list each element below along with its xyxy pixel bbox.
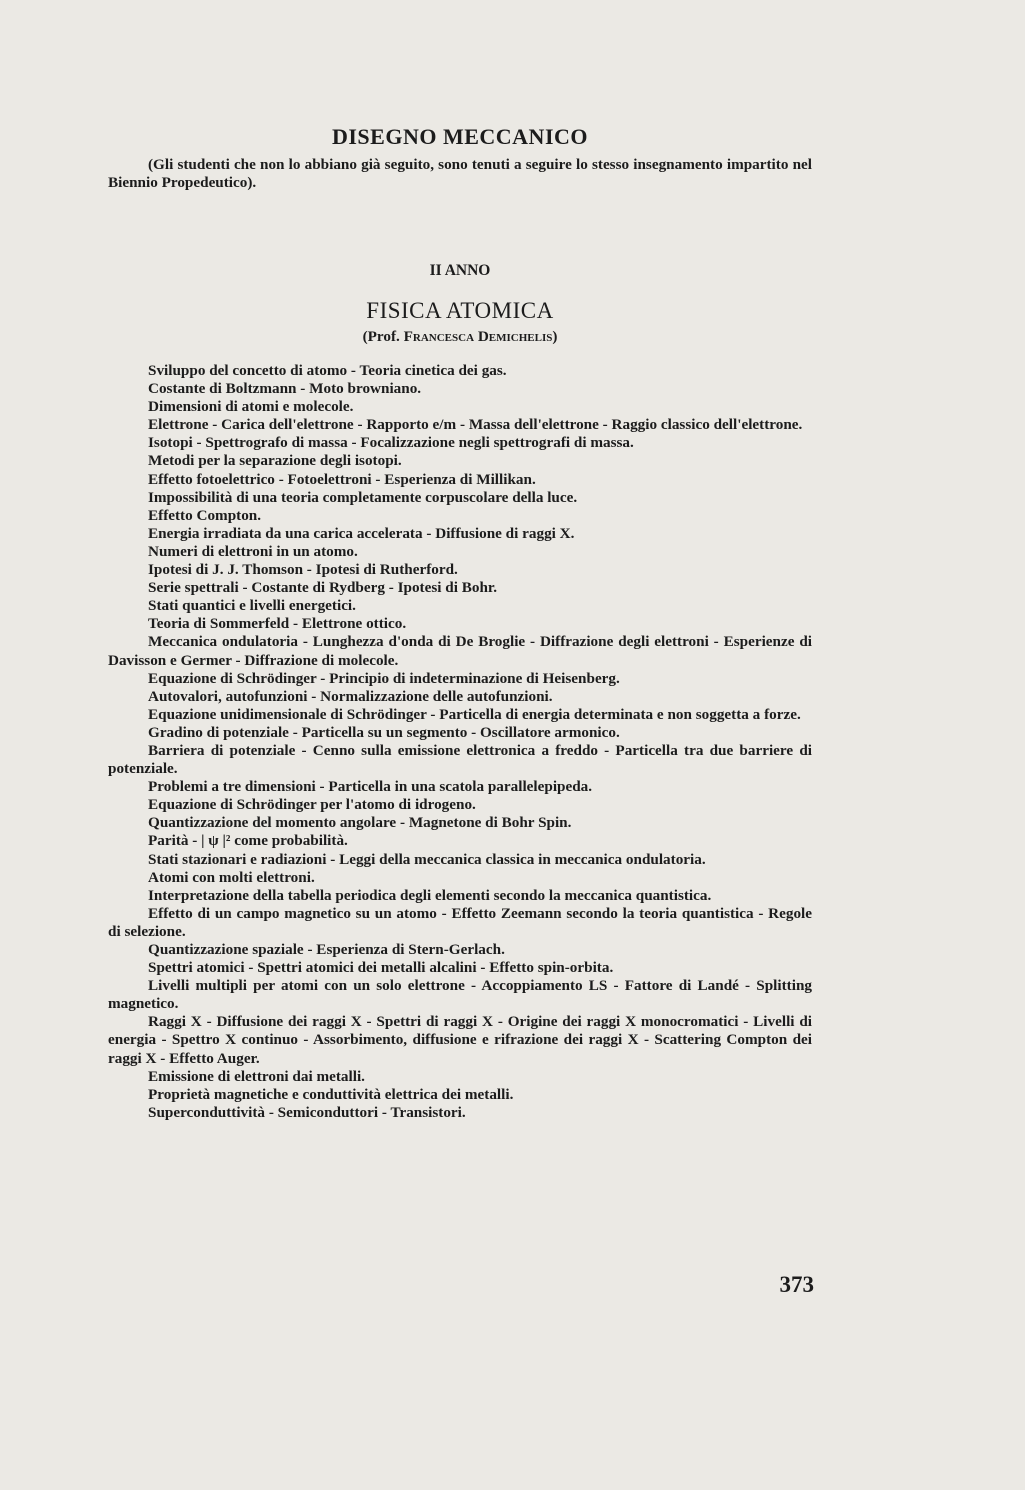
topic-item: Serie spettrali - Costante di Rydberg - Ipotesi di Bohr.	[148, 579, 498, 597]
topic-item: Equazione di Schrödinger - Principio di indeterminazione di Heisenberg.	[148, 669, 620, 687]
topic-item: Spettri atomici - Spettri atomici dei metalli alcalini - Effetto spin-orbita.	[148, 959, 614, 977]
topic-item: Proprietà magnetiche e conduttività elettrica dei metalli.	[148, 1085, 514, 1103]
topic-item: Equazione di Schrödinger per l'atomo di idrogeno.	[148, 796, 476, 814]
topic-item: Elettrone - Carica dell'elettrone - Rapporto e/m - Massa dell'elettrone - Raggio classico dell'elettrone.	[148, 416, 803, 434]
topic-item: Interpretazione della tabella periodica degli elementi secondo la meccanica quantistica.	[148, 886, 712, 904]
topic-item: Emissione di elettroni dai metalli.	[148, 1067, 365, 1085]
professor-suffix: )	[552, 328, 558, 345]
professor-line	[108, 328, 812, 346]
page-number: 373	[779, 1272, 814, 1297]
year-heading: II ANNO	[429, 262, 491, 279]
topic-item: Metodi per la separazione degli isotopi.	[148, 452, 402, 470]
topic-item: Numeri di elettroni in un atomo.	[148, 542, 358, 560]
topic-item: Parità - | ψ |² come probabilità.	[148, 832, 348, 850]
topic-item: Effetto di un campo magnetico su un atomo - Effetto Zeemann secondo la teoria quantistica - Regole di selezione.	[108, 904, 812, 940]
topic-item: Impossibilità di una teoria completamente corpuscolare della luce.	[148, 488, 578, 506]
topic-item: Isotopi - Spettrografo di massa - Focalizzazione negli spettrografi di massa.	[148, 434, 634, 452]
topic-item: Teoria di Sommerfeld - Elettrone ottico.	[148, 615, 407, 633]
topic-item: Livelli multipli per atomi con un solo elettrone - Accoppiamento LS - Fattore di Landé - Splitting magnetico.	[108, 977, 812, 1013]
topic-item: Autovalori, autofunzioni - Normalizzazione delle autofunzioni.	[148, 687, 553, 705]
topic-item: Quantizzazione spaziale - Esperienza di Stern-Gerlach.	[148, 941, 505, 958]
topic-item: Effetto Compton.	[148, 506, 262, 524]
topic-item: Stati quantici e livelli energetici.	[148, 597, 356, 615]
topic-item: Equazione unidimensionale di Schrödinger - Particella di energia determinata e non soggetta a forze.	[148, 705, 801, 723]
topic-item: Energia irradiata da una carica accelerata - Diffusione di raggi X.	[148, 524, 575, 542]
professor-prefix: (Prof.	[362, 328, 400, 345]
topic-item: Problemi a tre dimensioni - Particella in una scatola parallelepipeda.	[148, 778, 593, 796]
page-content	[108, 124, 812, 1122]
topic-item: Stati stazionari e radiazioni - Leggi della meccanica classica in meccanica ondulatoria.	[148, 850, 706, 868]
professor-name: Francesca Demichelis	[403, 328, 553, 345]
topic-list	[108, 362, 812, 1122]
topic-item: Dimensioni di atomi e molecole.	[148, 398, 354, 416]
topic-item: Gradino di potenziale - Particella su un segmento - Oscillatore armonico.	[148, 723, 620, 741]
topic-item: Barriera di potenziale - Cenno sulla emissione elettronica a freddo - Particella tra due barriere di potenziale.	[108, 741, 812, 778]
topic-item: Ipotesi di J. J. Thomson - Ipotesi di Rutherford.	[148, 561, 458, 579]
topic-item: Sviluppo del concetto di atomo - Teoria cinetica dei gas.	[148, 362, 507, 379]
topic-item: Costante di Boltzmann - Moto browniano.	[148, 380, 422, 398]
topic-item: Raggi X - Diffusione dei raggi X - Spettri di raggi X - Origine dei raggi X monocromatici - Livelli di energia - Spettro X continuo - Assorbimento, diffusione e rifrazione dei raggi X - Scattering Compton dei raggi X - Effetto Auger.	[108, 1013, 812, 1067]
section-note: (Gli studenti che non lo abbiano già seguito, sono tenuti a seguire lo stesso insegnamento impartito nel Biennio Propedeutico).	[108, 156, 812, 191]
section-title-fisica: FISICA ATOMICA	[366, 298, 554, 323]
topic-item: Effetto fotoelettrico - Fotoelettroni - Esperienza di Millikan.	[148, 470, 536, 488]
topic-item: Meccanica ondulatoria - Lunghezza d'onda di De Broglie - Diffrazione degli elettroni - Esperienze di Davisson e Germer - Diffrazione di molecole.	[108, 633, 812, 669]
topic-item: Superconduttività - Semiconduttori - Transistori.	[148, 1103, 466, 1121]
topic-item: Atomi con molti elettroni.	[148, 868, 315, 886]
topic-item: Quantizzazione del momento angolare - Magnetone di Bohr Spin.	[148, 814, 572, 832]
section-title-disegno: DISEGNO MECCANICO	[331, 124, 589, 149]
